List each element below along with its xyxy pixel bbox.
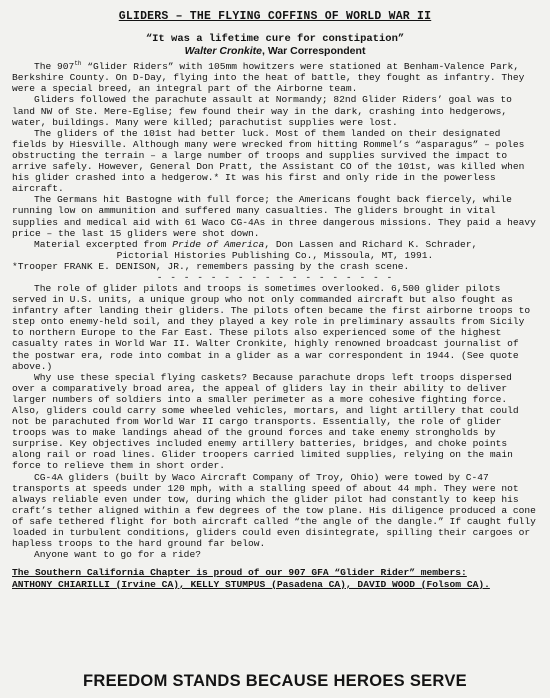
motto-footer: FREEDOM STANDS BECAUSE HEROES SERVE: [83, 672, 467, 690]
source-book: Pride of America: [172, 238, 265, 250]
byline-role: , War Correspondent: [261, 45, 366, 57]
source-credit: [12, 239, 538, 250]
chapter-members: [12, 567, 538, 590]
intro-paragraph-4: The Germans hit Bastogne with full force; the Americans fought back fiercely, while running low on ammunition and suffered many casualties. The gliders brought in vital supplies and medical aid with 61 Waco CG-4As in three dangerous missions. They paid a heavy price – the last 15 gliders were shot down.: [12, 194, 536, 239]
byline-name: Walter Cronkite: [184, 45, 262, 57]
section-divider: - - - - - - - - - - - - - - - - - -: [156, 271, 394, 283]
chapter-line-1: The Southern California Chapter is proud of our 907 GFA “Glider Rider” members:: [12, 567, 467, 579]
footnote: *Trooper FRANK E. DENISON, JR., remembers passing by the crash scene.: [12, 260, 410, 272]
body-paragraph-4: Anyone want to go for a ride?: [34, 549, 201, 561]
source-prefix: Material excerpted from: [34, 238, 173, 250]
source-authors: , Don Lassen and Richard K. Schrader,: [264, 238, 478, 250]
intro-paragraph-1-text: “Glider Riders” with 105mm howitzers were stationed at Benham-Valence Park, Berkshire County. On D-Day, flying into the heat of battle, they fought as infantry. They were a special breed, an integral part of the Airborne team.: [12, 61, 525, 95]
byline: [12, 45, 538, 57]
body-paragraph-3: CG-4A gliders (built by Waco Aircraft Company of Troy, Ohio) were towed by C-47 transports at speeds under 120 mph, with a stalling speed of about 44 mph. They were not always reliable even under tow, during which the glider pilot had constantly to keep his craft’s tether aligned within a few degrees of the tow plane. His diligence produced a cone of safe tethered flight for both aircraft called “the angle of the dangle.” If caught fully loaded in turbulent conditions, gliders could even disintegrate, spilling their cargoes or hapless troops to the hard ground far below.: [12, 471, 536, 550]
body-paragraph-2: Why use these special flying caskets? Because parachute drops left troops dispersed over a comparatively broad area, the appeal of gliders lay in their ability to deliver larger numbers of soldiers into a smaller perimeter as a more cohesive fighting force. Also, gliders could carry some wheeled vehicles, mortars, and light artillery that could not be parachuted from World War II cargo transports. Essentially, the role of glider troops was to make landings ahead of the ground forces and take enemy strongholds by surprise. Key objectives included enemy artillery batteries, bridges, and choke points along rail or road lines. Glider troopers carried limited supplies, relying on the main force to relieve them in short order.: [12, 371, 519, 472]
intro-paragraph-1: The 907th “Glider Riders” with 105mm howitzers were stationed at Benham-Valence Park, Berkshire County. On D-Day, flying into the heat of battle, they fought as infantry. They were a special breed, an integral part of the Airborne team.: [12, 60, 525, 95]
intro-paragraph-2: Gliders followed the parachute assault at Normandy; 82nd Glider Riders’ goal was to land NW of Ste. Mere-Eglise; few found their way in the dark, crashing into hedgerows, water, buildings. Many were killed; parachutist supplies were lost.: [12, 94, 512, 128]
body-paragraph-1: The role of glider pilots and troops is sometimes overlooked. 6,500 glider pilots served in U.S. units, a unique group who not only commanded aircraft but also fought as infantry after landing their gliders. The pilots often became the first airborne troops to step onto enemy-held soil, and they played a key role in preliminary assaults from Sicily to northern Europe to the Far East. These pilots also experienced some of the highest casualty rates in World War II. Walter Cronkite, highly renowned broadcast journalist of the postwar era, rode into combat in a glider as a war correspondent in 1944. (See quote above.): [12, 282, 531, 372]
article-title: GLIDERS – THE FLYING COFFINS OF WORLD WAR II: [118, 10, 432, 23]
source-publisher: Pictorial Histories Publishing Co., Missoula, MT, 1991.: [116, 249, 434, 261]
intro-paragraph-3: The gliders of the 101st had better luck. Most of them landed on their designated fields by Hiesville. Although many were wrecked from hitting Rommel’s “asparagus” – poles obstructing the terrain – a large number of troops and supplies survived the impact to arrive safely. However, General Don Pratt, the Assistant CO of the 101st, was killed when his glider crashed into a hedgerow.* It was his first and only ride in the powerless aircraft.: [12, 127, 525, 195]
chapter-line-2: ANTHONY CHIARILLI (Irvine CA), KELLY STUMPUS (Pasadena CA), DAVID WOOD (Folsom CA).: [12, 578, 490, 590]
cronkite-quote: “It was a lifetime cure for constipation”: [145, 33, 405, 45]
